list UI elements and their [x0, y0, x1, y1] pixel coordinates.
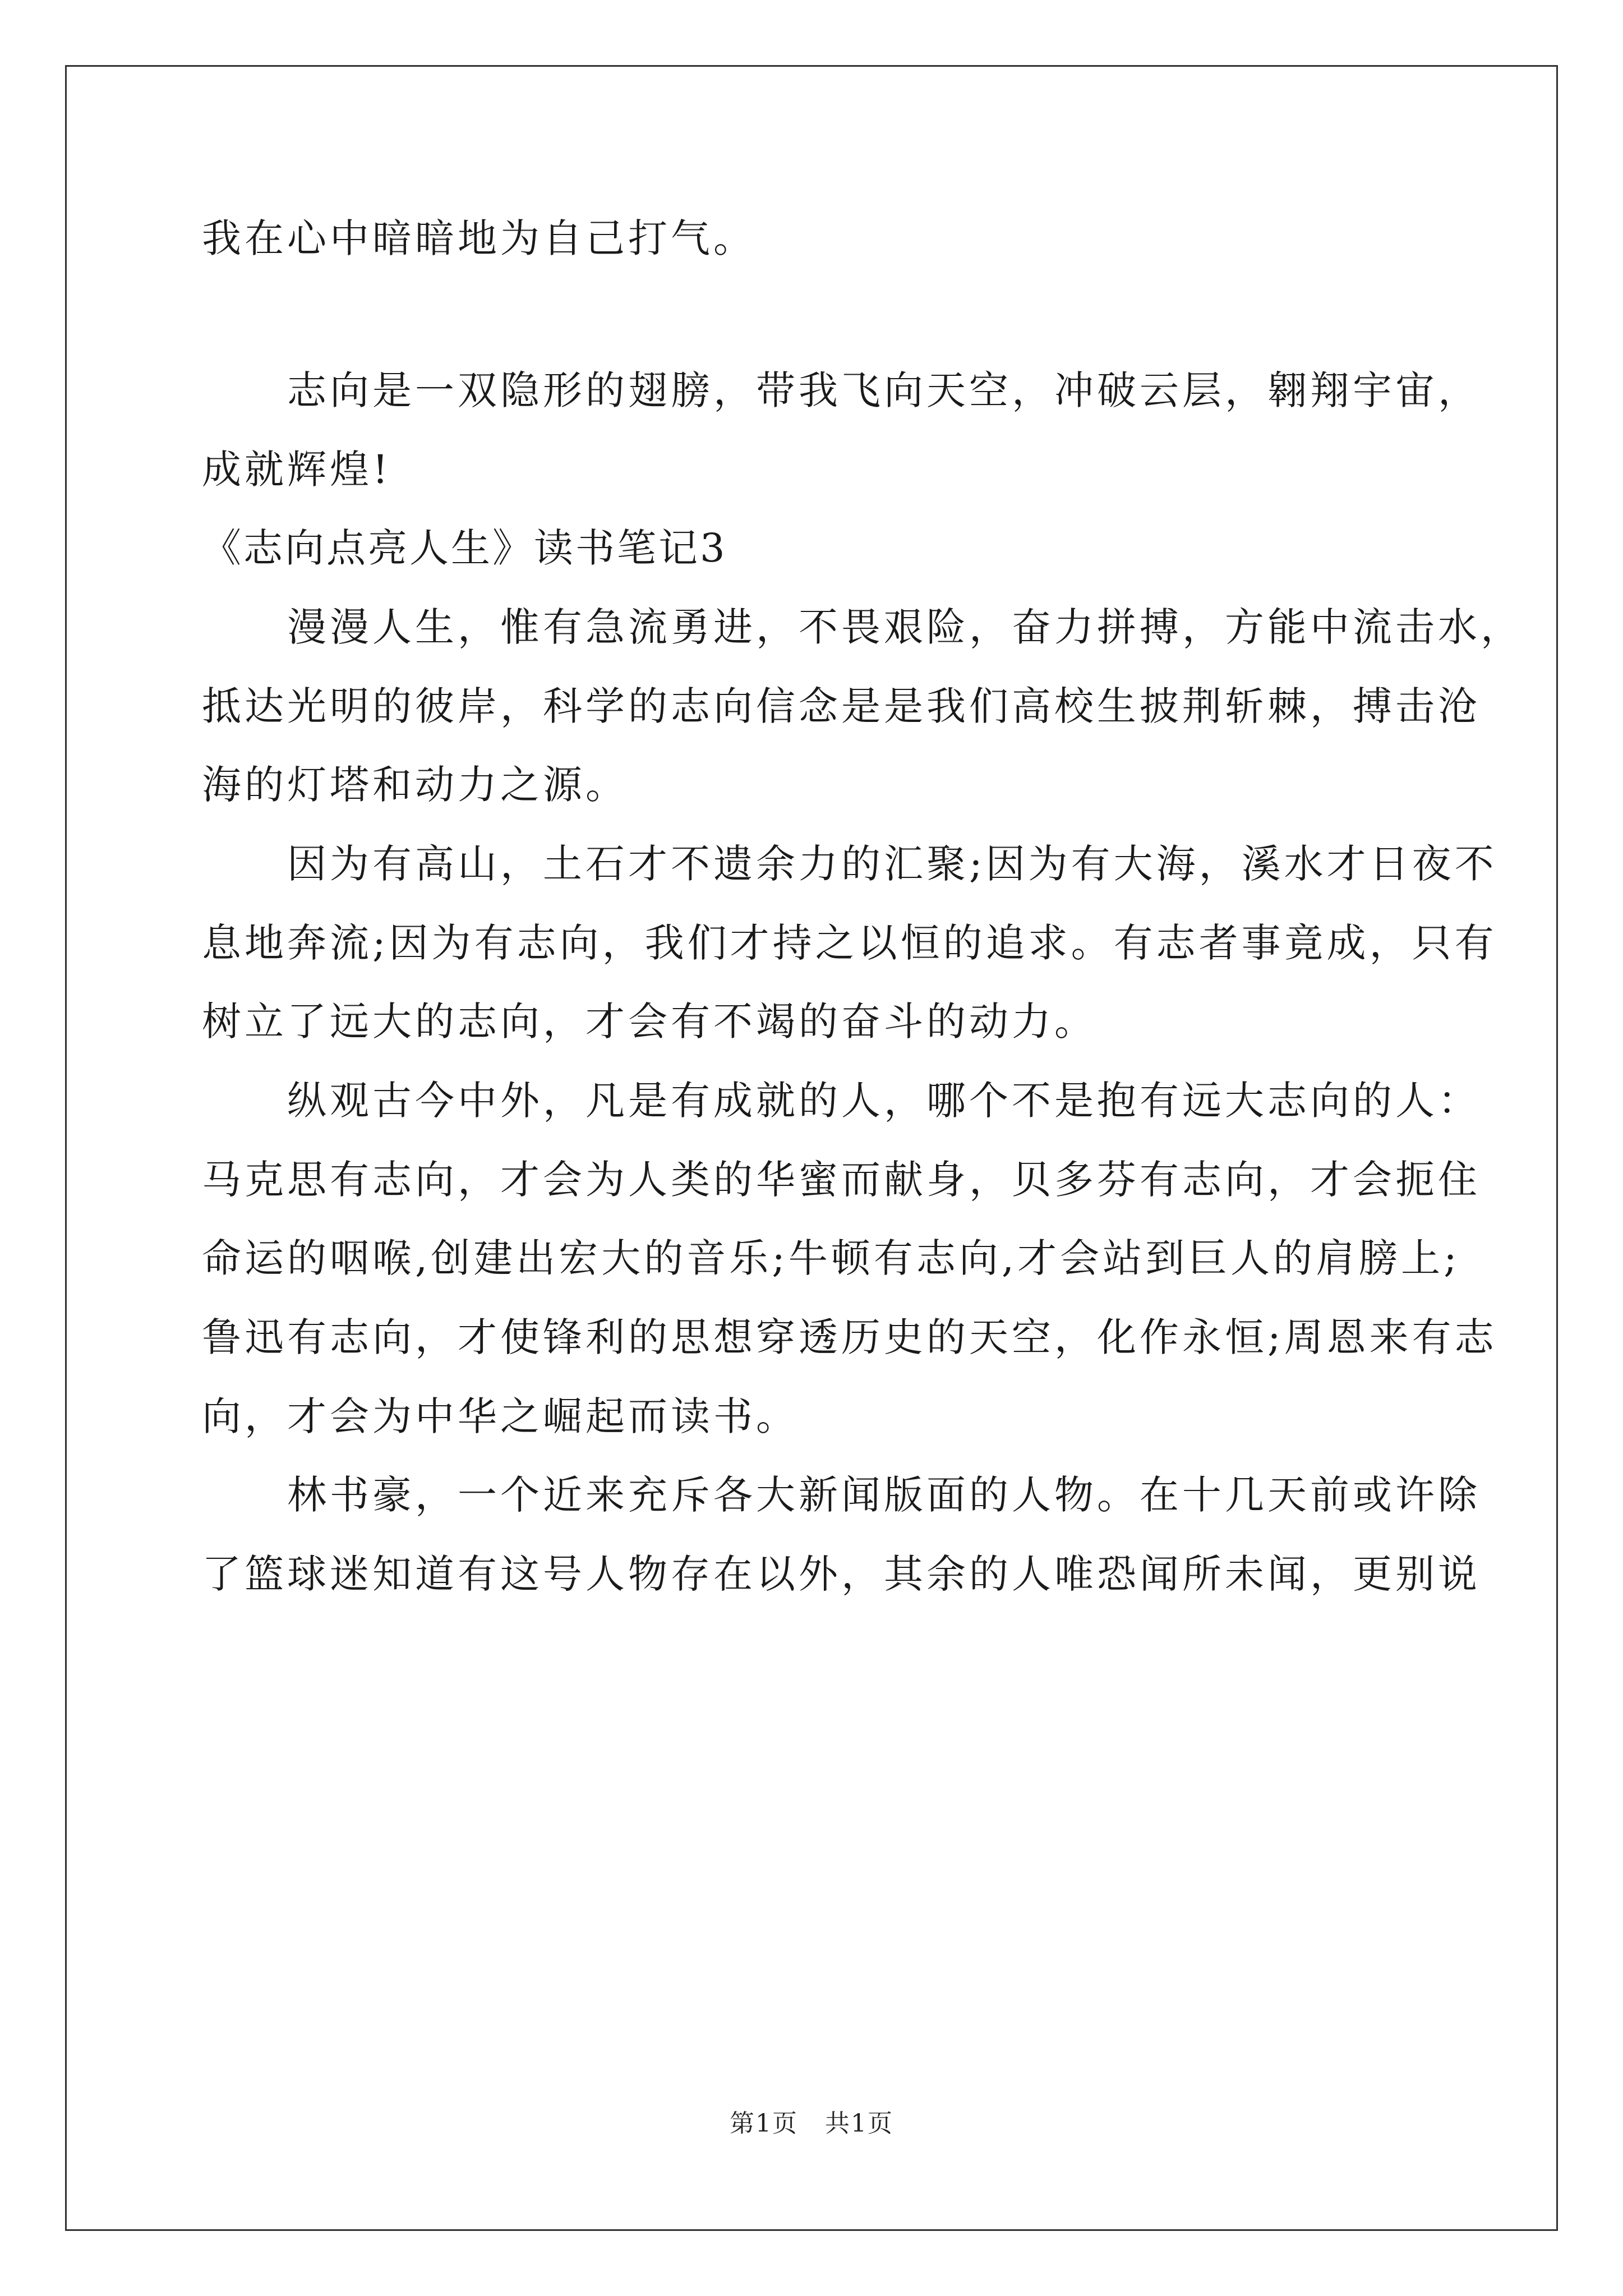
text-line: 林书豪，一个近来充斥各大新闻版面的人物。在十几天前或许除 [287, 1472, 1481, 1518]
text-line: 了篮球迷知道有这号人物存在以外，其余的人唯恐闻所未闻，更别说 [202, 1551, 1481, 1597]
text-line: 漫漫人生，惟有急流勇进，不畏艰险，奋力拼搏，方能中流击水， [287, 604, 1523, 650]
page-footer [0, 2108, 1623, 2139]
text-line: 成就辉煌! [202, 447, 392, 493]
text-line: 息地奔流;因为有志向，我们才持之以恒的追求。有志者事竟成，只有 [202, 920, 1497, 966]
text-line: 命运的咽喉,创建出宏大的音乐;牛顿有志向,才会站到巨人的肩膀上; [202, 1235, 1460, 1281]
page-number: 第1页 [730, 2109, 798, 2138]
text-line: 抵达光明的彼岸，科学的志向信念是是我们高校生披荆斩棘，搏击沧 [202, 683, 1481, 729]
text-line: 树立了远大的志向，才会有不竭的奋斗的动力。 [202, 999, 1097, 1045]
text-line: 因为有高山，土石才不遗余力的汇聚;因为有大海，溪水才日夜不 [287, 841, 1497, 887]
text-line: 海的灯塔和动力之源。 [202, 762, 628, 808]
text-line: 马克思有志向，才会为人类的华蜜而献身，贝多芬有志向，才会扼住 [202, 1157, 1481, 1203]
text-line: 纵观古今中外，凡是有成就的人，哪个不是抱有远大志向的人： [287, 1078, 1481, 1124]
text-line: 鲁迅有志向，才使锋利的思想穿透历史的天空，化作永恒;周恩来有志 [202, 1314, 1497, 1360]
page-total: 共1页 [825, 2109, 893, 2138]
text-line: 志向是一双隐形的翅膀，带我飞向天空，冲破云层，翱翔宇宙， [287, 367, 1481, 413]
text-line: 向，才会为中华之崛起而读书。 [202, 1393, 799, 1439]
section-heading: 《志向点亮人生》读书笔记3 [202, 525, 727, 571]
text-line: 我在心中暗暗地为自己打气。 [202, 215, 756, 261]
